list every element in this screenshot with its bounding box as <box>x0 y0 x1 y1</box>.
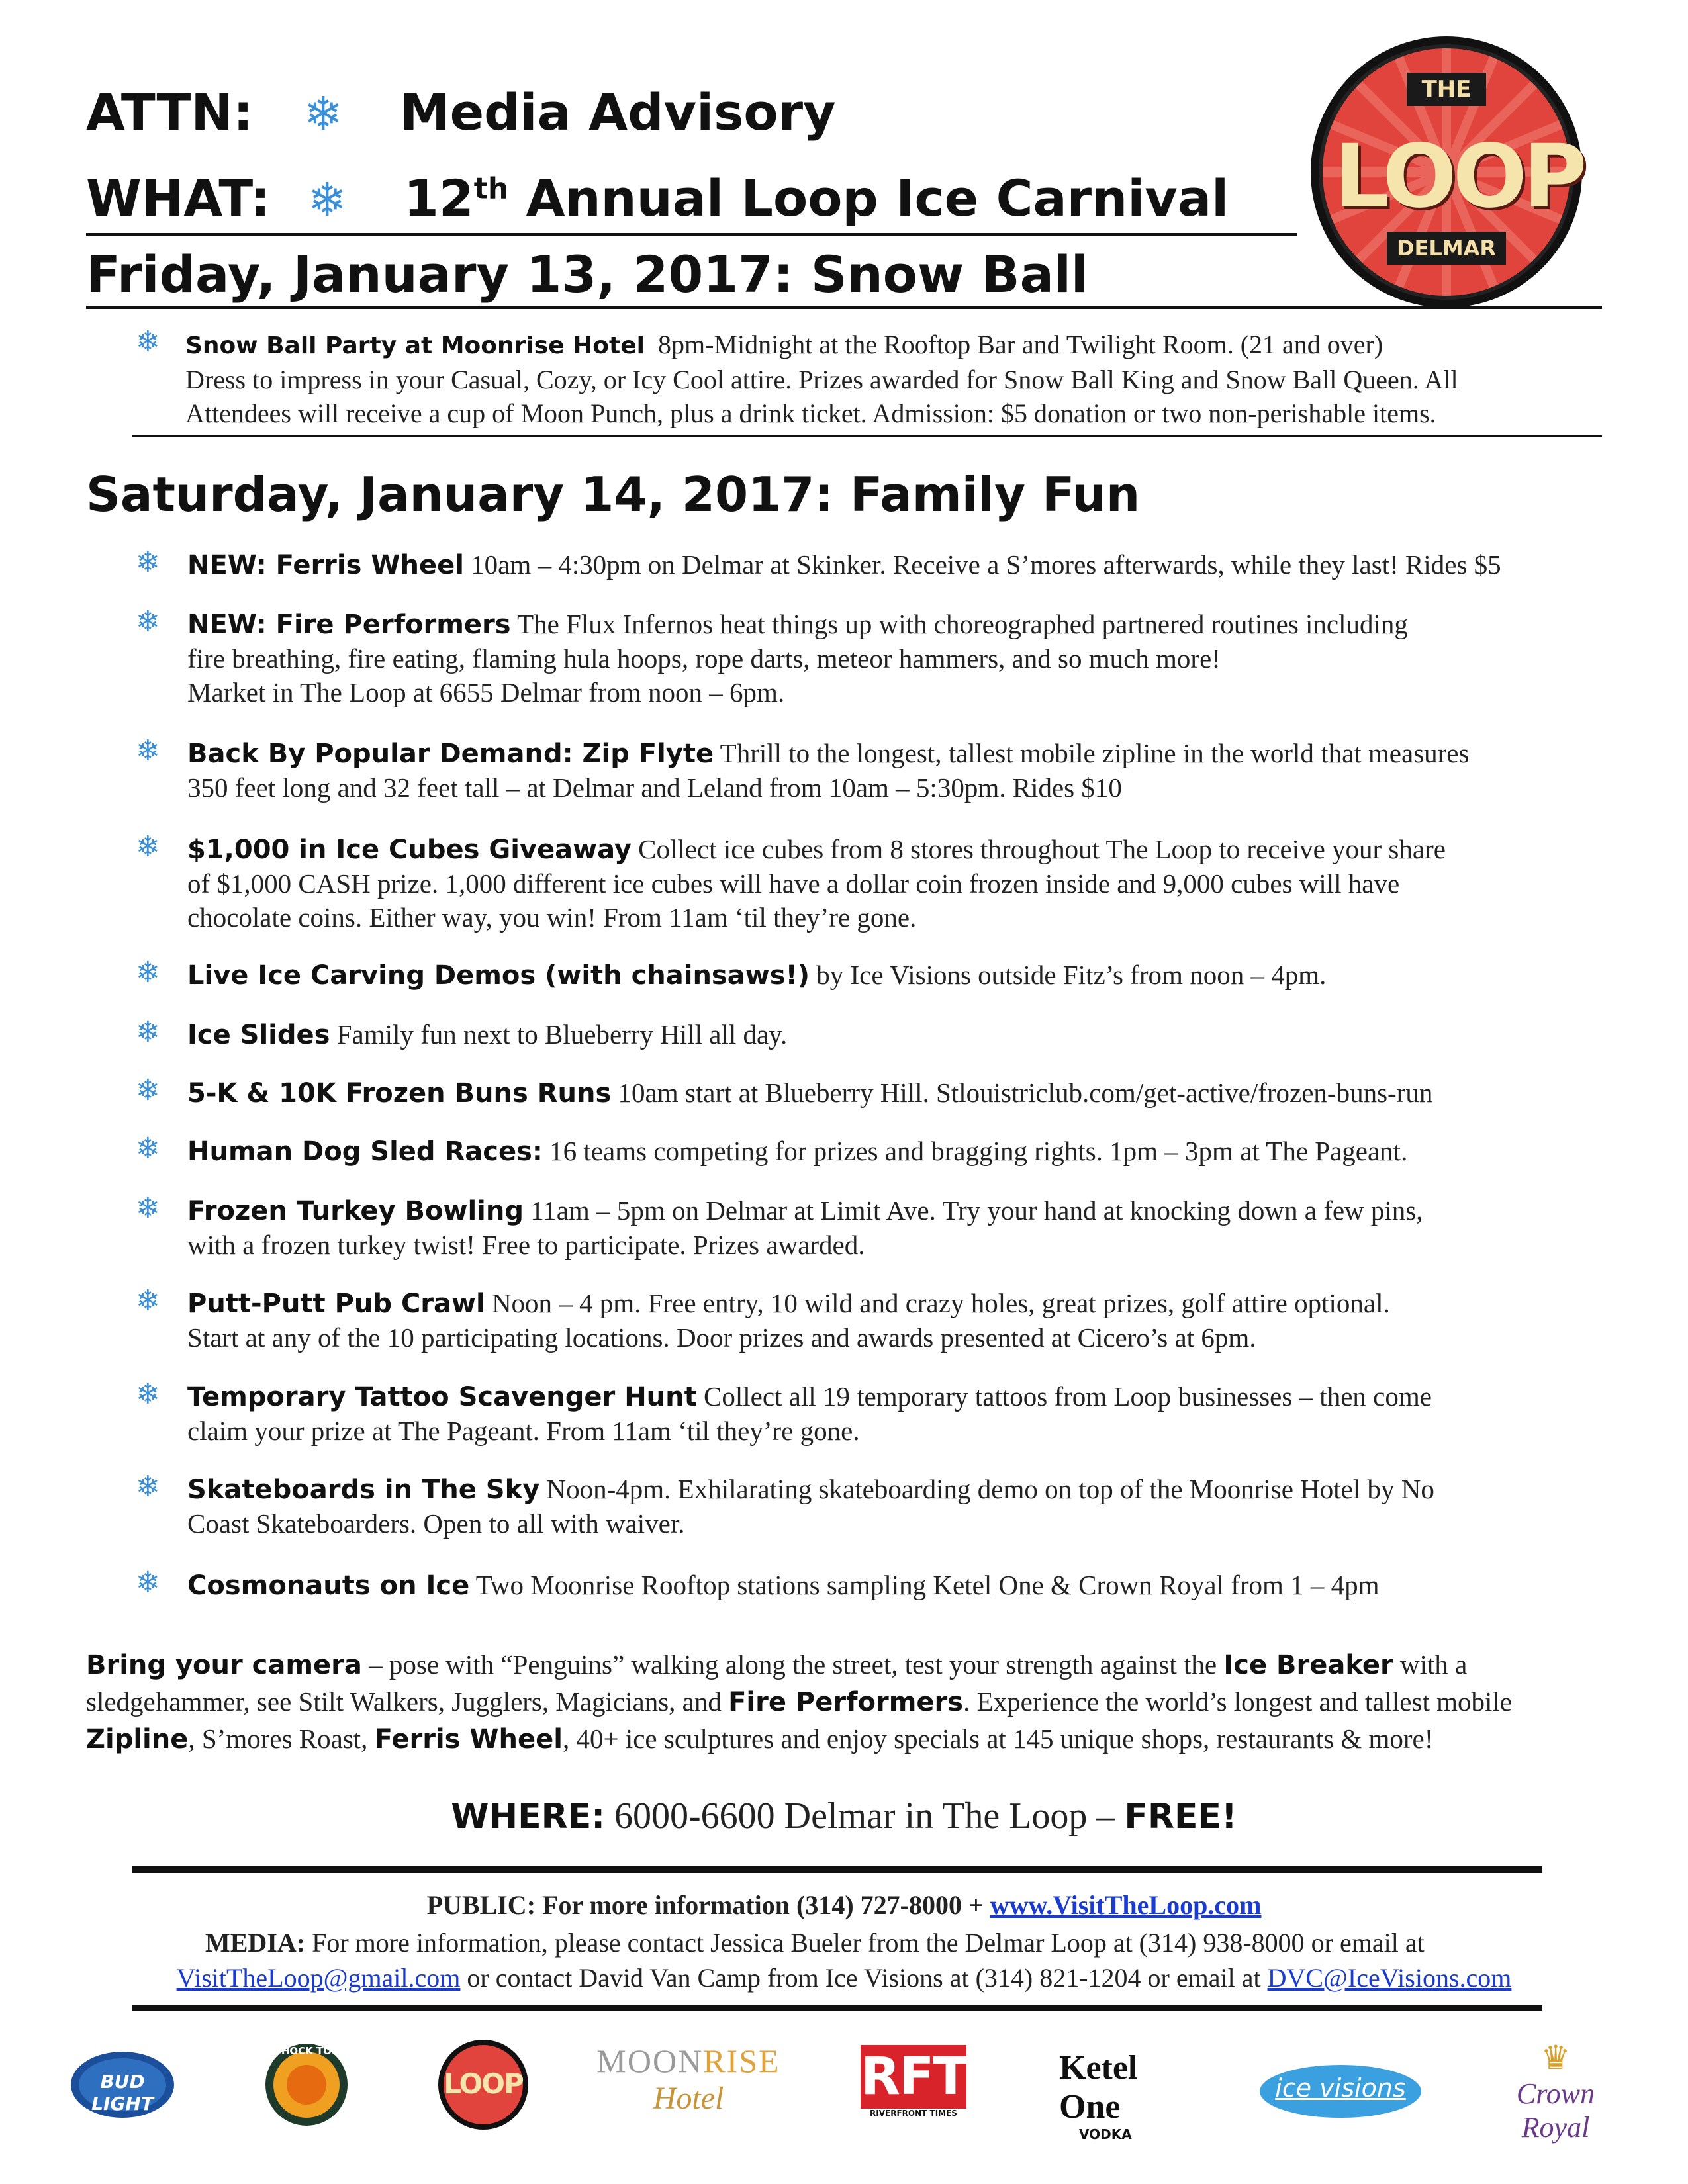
item-text: Noon-4pm. Exhilarating skateboarding demo on top of the Moonrise Hotel by No <box>546 1474 1434 1504</box>
text: , S’mores Roast, <box>188 1723 375 1754</box>
logo-text: RIVERFRONT TIMES <box>870 2109 957 2118</box>
item-text: by Ice Visions outside Fitz’s from noon – 4pm. <box>816 960 1327 990</box>
rft-logo <box>861 2045 966 2131</box>
logo-bottom: DELMAR <box>1396 236 1497 261</box>
logo-text: BUD LIGHT <box>91 2071 154 2115</box>
item-text: 10am – 4:30pm on Delmar at Skinker. Receive a S’mores afterwards, while they last! Rides $5 <box>471 549 1501 580</box>
item-text: The Flux Infernos heat things up with choreographed partnered routines including <box>517 609 1408 639</box>
media-text: or contact David Van Camp from Ice Visions at (314) 821-1204 or email at <box>460 1963 1268 1993</box>
item-text: of $1,000 CASH prize. 1,000 different ice cubes will have a dollar coin frozen inside and 9,000 cubes will have <box>187 868 1400 899</box>
snowflake-bullet-icon: ❄ <box>136 1284 160 1318</box>
logo-text: Crown Royal <box>1516 2077 1595 2144</box>
public-line <box>0 1889 1688 1921</box>
what-sup: th <box>473 171 509 206</box>
item-title: NEW: Ferris Wheel <box>187 550 464 580</box>
item-text: 16 teams competing for prizes and bragging rights. 1pm – 3pm at The Pageant. <box>549 1136 1408 1166</box>
item-text: fire breathing, fire eating, flaming hula hoops, rope darts, meteor hammers, and so much more! <box>187 643 1221 674</box>
shock-top-logo <box>263 2038 350 2131</box>
logo-top: THE <box>1421 76 1472 103</box>
item-text: claim your prize at The Pageant. From 11am ‘til they’re gone. <box>187 1416 860 1446</box>
item-text: Family fun next to Blueberry Hill all day. <box>336 1019 788 1050</box>
attn-text: Media Advisory <box>399 83 836 142</box>
where-free: FREE! <box>1124 1797 1237 1837</box>
ice-visions-logo <box>1258 2062 1423 2121</box>
media-text: For more information, please contact Jessica Bueler from the Delmar Loop at (314) 938-8000 or email at <box>305 1928 1425 1958</box>
item-text: Coast Skateboarders. Open to all with waiver. <box>187 1508 685 1539</box>
logo-text: MOON <box>596 2042 704 2079</box>
text: – pose with “Penguins” walking along the street, test your strength against the <box>361 1649 1224 1680</box>
bold-text: Ferris Wheel <box>374 1724 563 1754</box>
snowflake-bullet-icon: ❄ <box>136 1015 160 1049</box>
snowflake-bullet-icon: ❄ <box>136 605 160 639</box>
item-title: Skateboards in The Sky <box>187 1475 540 1505</box>
where-line <box>0 1795 1688 1837</box>
snowflake-bullet-icon: ❄ <box>136 830 160 864</box>
item-text: Market in The Loop at 6655 Delmar from noon – 6pm. <box>187 677 785 707</box>
item-text: 8pm-Midnight at the Rooftop Bar and Twilight Room. (21 and over) <box>657 330 1383 359</box>
item-text: Collect all 19 temporary tattoos from Loop businesses – then come <box>704 1381 1432 1412</box>
item-title: Ice Slides <box>187 1020 330 1050</box>
what-text: Annual Loop Ice Carnival <box>526 169 1229 228</box>
loop-small-logo <box>437 2038 530 2131</box>
logo-text: Ketel One <box>1059 2049 1138 2126</box>
item-title: 5-K & 10K Frozen Buns Runs <box>187 1078 612 1109</box>
item-title: Back By Popular Demand: Zip Flyte <box>187 739 714 769</box>
friday-bottom-rule <box>132 435 1602 437</box>
snowflake-bullet-icon: ❄ <box>136 325 160 359</box>
snowflake-icon: ❄ <box>303 87 343 141</box>
item-text: Collect ice cubes from 8 stores throughout The Loop to receive your share <box>638 834 1446 864</box>
snowflake-icon: ❄ <box>307 173 347 227</box>
logo-text: SHOCK TOP <box>274 2045 339 2057</box>
snowflake-bullet-icon: ❄ <box>136 1191 160 1225</box>
bold-text: Ice Breaker <box>1223 1650 1393 1680</box>
what-label: WHAT: <box>86 169 271 228</box>
item-text: Two Moonrise Rooftop stations sampling Ketel One & Crown Royal from 1 – 4pm <box>475 1570 1380 1600</box>
media-label: MEDIA: <box>205 1928 306 1958</box>
item-text: 10am start at Blueberry Hill. Stlouistriclub.com/get-active/frozen-buns-run <box>618 1077 1433 1108</box>
text: with a <box>1393 1649 1468 1680</box>
item-title: NEW: Fire Performers <box>187 610 511 640</box>
item-text: chocolate coins. Either way, you win! From 11am ‘til they’re gone. <box>187 902 917 933</box>
item-title: Live Ice Carving Demos (with chainsaws!) <box>187 960 810 991</box>
what-line <box>86 169 1229 228</box>
item-text: 350 feet long and 32 feet tall – at Delmar and Leland from 10am – 5:30pm. Rides $10 <box>187 772 1122 803</box>
bold-text: Zipline <box>86 1724 189 1754</box>
bud-light-logo <box>70 2048 175 2121</box>
logo-text: RFT <box>861 2045 966 2109</box>
item-title: $1,000 in Ice Cubes Giveaway <box>187 835 632 865</box>
text: . Experience the world’s longest and tallest mobile <box>963 1686 1512 1717</box>
thick-rule <box>132 1866 1542 1873</box>
crown-royal-logo <box>1489 2038 1622 2144</box>
logo-text: RISE <box>703 2042 780 2079</box>
bold-text: Fire Performers <box>728 1687 964 1717</box>
logo-text: Hotel <box>653 2081 724 2116</box>
item-title: Temporary Tattoo Scavenger Hunt <box>187 1382 697 1412</box>
item-title: Cosmonauts on Ice <box>187 1570 470 1601</box>
bold-text: Bring your camera <box>86 1650 362 1680</box>
moonrise-logo <box>586 2042 791 2128</box>
item-text: Attendees will receive a cup of Moon Punch, plus a drink ticket. Admission: $5 donation or two non-perishable items. <box>185 398 1436 428</box>
attn-line <box>86 83 836 142</box>
logo-text: LOOP <box>444 2068 523 2100</box>
saturday-heading: Saturday, January 14, 2017: Family Fun <box>86 467 1141 522</box>
item-text: Thrill to the longest, tallest mobile zipline in the world that measures <box>720 738 1470 768</box>
text: , 40+ ice sculptures and enjoy specials at 145 unique shops, restaurants & more! <box>562 1723 1434 1754</box>
what-num: 12 <box>404 169 474 228</box>
media-line-2 <box>0 1962 1688 1993</box>
ketel-one-logo <box>1059 2048 1192 2142</box>
item-text: Start at any of the 10 participating locations. Door prizes and awards presented at Cicero’s at 6pm. <box>187 1322 1256 1353</box>
item-title: Human Dog Sled Races: <box>187 1136 543 1167</box>
email-link[interactable]: VisitTheLoop@gmail.com <box>176 1963 461 1993</box>
camera-paragraph <box>86 1648 1609 1756</box>
item-title: Putt-Putt Pub Crawl <box>187 1289 485 1319</box>
friday-heading: Friday, January 13, 2017: Snow Ball <box>86 245 1088 304</box>
attn-label: ATTN: <box>86 83 254 142</box>
media-line <box>205 1927 1662 1958</box>
crown-icon: ♛ <box>1540 2039 1571 2076</box>
logo-text: VODKA <box>1079 2126 1132 2142</box>
snowflake-bullet-icon: ❄ <box>136 956 160 989</box>
text: sledgehammer, see Stilt Walkers, Jugglers, Magicians, and <box>86 1686 729 1717</box>
item-text: with a frozen turkey twist! Free to participate. Prizes awarded. <box>187 1230 865 1260</box>
logo-main: LOOP <box>1334 126 1583 228</box>
public-link[interactable]: www.VisitTheLoop.com <box>990 1890 1262 1920</box>
where-label: WHERE: <box>451 1797 606 1837</box>
item-title: Snow Ball Party at Moonrise Hotel <box>185 332 645 359</box>
public-label: PUBLIC: For more information (314) 727-8000 + <box>426 1890 990 1920</box>
item-text: Noon – 4 pm. Free entry, 10 wild and crazy holes, great prizes, golf attire optional. <box>491 1288 1390 1318</box>
snowflake-bullet-icon: ❄ <box>136 1377 160 1411</box>
snowflake-bullet-icon: ❄ <box>136 734 160 768</box>
logo-text: ice visions <box>1275 2073 1406 2103</box>
snowflake-bullet-icon: ❄ <box>136 1073 160 1107</box>
snowflake-bullet-icon: ❄ <box>136 1566 160 1600</box>
item-text: Dress to impress in your Casual, Cozy, or Icy Cool attire. Prizes awarded for Snow Ball King and Snow Ball Queen. All <box>185 365 1458 394</box>
snowflake-bullet-icon: ❄ <box>136 545 160 579</box>
snowflake-bullet-icon: ❄ <box>136 1132 160 1165</box>
thick-rule <box>132 2005 1542 2011</box>
email-link[interactable]: DVC@IceVisions.com <box>1267 1963 1512 1993</box>
loop-logo <box>1307 33 1585 311</box>
item-title: Frozen Turkey Bowling <box>187 1196 524 1226</box>
where-text: 6000-6600 Delmar in The Loop – <box>614 1796 1125 1837</box>
header-rule <box>86 233 1297 236</box>
item-text: 11am – 5pm on Delmar at Limit Ave. Try your hand at knocking down a few pins, <box>530 1195 1423 1226</box>
snowflake-bullet-icon: ❄ <box>136 1470 160 1504</box>
